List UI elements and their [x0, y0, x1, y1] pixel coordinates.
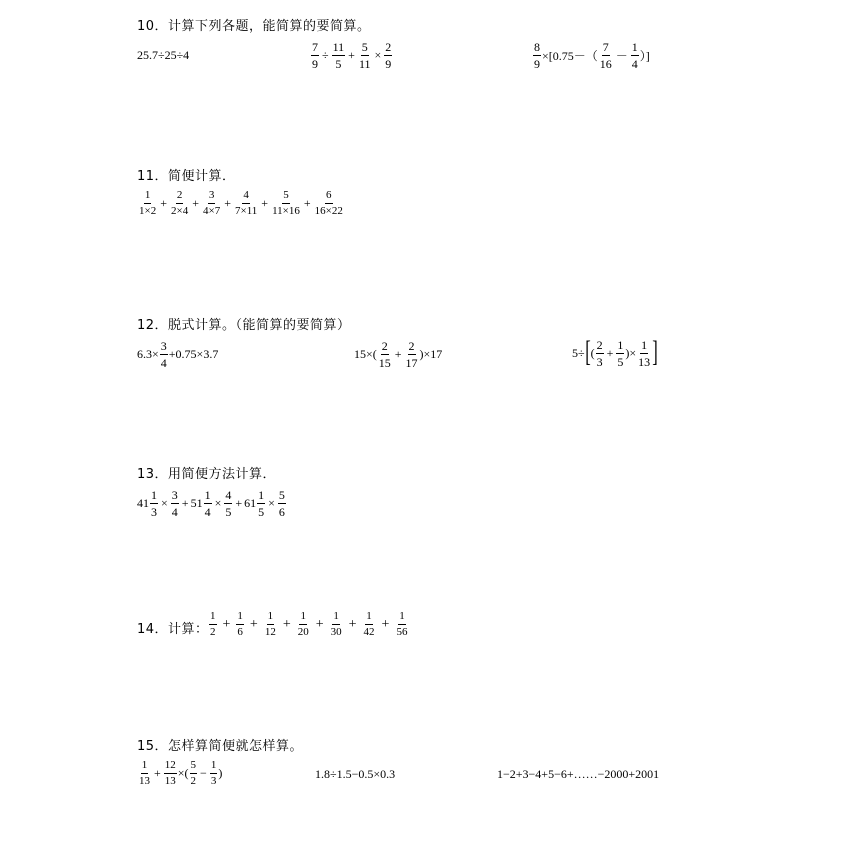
fraction: $\frac{5}{2}$	[190, 759, 197, 787]
operator: +	[222, 616, 231, 632]
operator: +	[235, 496, 243, 510]
operator: ÷	[322, 48, 329, 62]
mixed-number	[244, 489, 266, 518]
expression-text: +0.75×3.7	[168, 347, 219, 361]
fraction: $\frac{1}{13}$	[139, 759, 150, 787]
mixed-number	[137, 489, 159, 518]
mixed-number	[191, 489, 213, 518]
right-bracket: ]	[652, 335, 658, 368]
operator: +	[181, 496, 189, 510]
fraction: $\frac{1}{56}$	[396, 610, 408, 638]
whole-part: 51	[190, 496, 203, 510]
expression-text: ×(	[177, 766, 189, 780]
operator: －	[615, 49, 628, 63]
fraction: $\frac{1}{13}$	[638, 337, 651, 369]
q13-expression-1	[137, 489, 287, 518]
whole-part: 61	[244, 496, 257, 510]
fraction: $\frac{1}{2}$	[210, 610, 216, 638]
fraction: $\frac{5}{6}$	[278, 488, 285, 519]
fraction: $\frac{7}{16}$	[599, 40, 612, 71]
question-13-title: 13．用简便方法计算．	[137, 467, 277, 482]
fraction: $\frac{2}{2\times 4}$	[171, 189, 189, 217]
operator: +	[394, 347, 402, 361]
fraction: $\frac{4}{7\times 11}$	[235, 189, 258, 217]
fraction: $\frac{2}{3}$	[596, 337, 603, 369]
operator: +	[249, 616, 258, 632]
operator: +	[224, 196, 231, 210]
expression-text: )×	[625, 345, 637, 360]
expression-text: 5÷	[572, 345, 585, 360]
fraction: $\frac{8}{9}$	[534, 40, 540, 71]
operator: +	[192, 196, 199, 210]
fraction: $\frac{1}{5}$	[258, 488, 265, 519]
operator: +	[348, 616, 357, 632]
fraction: $\frac{3}{4}$	[171, 488, 178, 519]
question-15-title: 15．怎样算简便就怎样算。	[137, 739, 304, 754]
q15-expression-1	[137, 760, 222, 787]
operator: ×	[214, 496, 222, 510]
question-14-title: 14．计算：	[137, 622, 209, 637]
expression-text: ×[0.75－（	[542, 49, 598, 63]
operator: +	[606, 345, 614, 360]
fraction: $\frac{1}{3}$	[151, 488, 157, 519]
q14-expression-1	[208, 611, 409, 638]
fraction: $\frac{11}{5}$	[332, 40, 345, 71]
fraction: $\frac{4}{5}$	[225, 488, 232, 519]
fraction: $\frac{6}{16\times 22}$	[314, 189, 343, 217]
expression-text: )	[218, 766, 223, 780]
left-paren: (	[590, 345, 595, 360]
fraction: $\frac{12}{13}$	[164, 759, 176, 787]
q15-expression-3: 1−2+3−4+5−6+……−2000+2001	[497, 767, 660, 781]
fraction: $\frac{2}{17}$	[405, 339, 418, 370]
operator: +	[154, 766, 161, 780]
question-12-title: 12．脱式计算。（能简算的要简算）	[137, 318, 351, 333]
operator: +	[282, 616, 291, 632]
fraction: $\frac{5}{11}$	[358, 40, 371, 71]
q10-expression-2	[310, 41, 393, 70]
operator: +	[381, 616, 390, 632]
fraction: $\frac{1}{4}$	[204, 488, 211, 519]
operator: ×	[161, 496, 168, 510]
question-10-title: 10．计算下列各题，能简算的要简算。	[137, 19, 371, 34]
fraction: $\frac{1}{20}$	[297, 610, 309, 638]
operator: +	[315, 616, 324, 632]
fraction: $\frac{1}{30}$	[330, 610, 342, 638]
expression-text: ）]	[639, 49, 650, 63]
operator: ×	[374, 48, 382, 62]
fraction: $\frac{1}{5}$	[617, 337, 624, 369]
operator: +	[348, 48, 355, 62]
q12-expression-3	[572, 335, 658, 369]
fraction: $\frac{2}{15}$	[378, 339, 391, 370]
operator: ×	[268, 496, 275, 510]
operator: +	[261, 196, 269, 210]
operator: +	[160, 196, 167, 210]
left-bracket: [	[584, 335, 591, 368]
expression-text: )×17	[419, 347, 443, 361]
fraction: $\frac{1}{3}$	[210, 759, 217, 787]
fraction: $\frac{1}{1\times 2}$	[139, 189, 157, 217]
fraction: $\frac{1}{4}$	[631, 40, 638, 71]
operator: −	[200, 766, 207, 780]
q12-expression-1	[137, 340, 218, 369]
q12-expression-2	[354, 340, 442, 369]
question-11-title: 11．简便计算．	[137, 169, 236, 184]
fraction: $\frac{2}{9}$	[385, 40, 392, 71]
fraction: $\frac{1}{42}$	[363, 610, 375, 638]
operator: +	[303, 196, 311, 210]
fraction: $\frac{3}{4\times 7}$	[203, 189, 221, 217]
fraction: $\frac{3}{4}$	[160, 339, 167, 370]
fraction: $\frac{1}{12}$	[264, 610, 276, 638]
fraction: $\frac{1}{6}$	[237, 610, 243, 638]
fraction: $\frac{7}{9}$	[312, 40, 318, 71]
q15-expression-2: 1.8÷1.5−0.5×0.3	[315, 767, 396, 781]
expression-text: 15×(	[354, 347, 377, 361]
q11-expression-1	[137, 190, 345, 217]
q10-expression-1: 25.7÷25÷4	[137, 48, 190, 62]
fraction: $\frac{5}{11\times 16}$	[272, 189, 300, 217]
whole-part: 41	[137, 496, 149, 510]
q10-expression-3	[532, 41, 650, 70]
expression-text: 6.3×	[137, 347, 159, 361]
